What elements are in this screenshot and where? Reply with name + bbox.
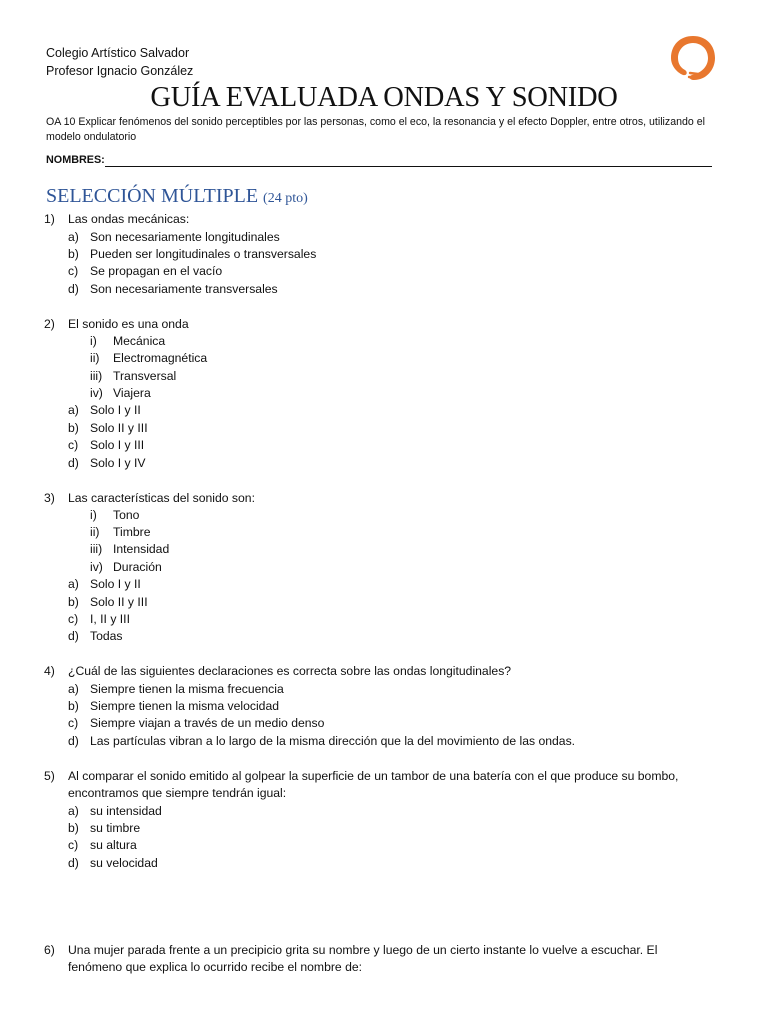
option-letter: d): [68, 856, 79, 870]
spiral-hand-logo-icon: [668, 33, 718, 83]
option-letter: d): [68, 282, 79, 296]
statement-text: Viajera: [113, 386, 151, 400]
option-text[interactable]: Solo I y II: [90, 577, 141, 591]
question-text: Las características del sonido son:: [68, 491, 255, 505]
statement-numeral: iii): [90, 369, 103, 383]
statement-text: Timbre: [113, 525, 151, 539]
option-text[interactable]: Son necesariamente transversales: [90, 282, 278, 296]
question-number: 6): [44, 943, 55, 957]
option-text[interactable]: Solo I y IV: [90, 456, 146, 470]
question-text: Una mujer parada frente a un precipicio grita su nombre y luego de un cierto instante lo vuelve a escuchar. El fenómeno que explica lo ocurrido recibe el nombre de:: [68, 943, 658, 975]
option-text[interactable]: Siempre tienen la misma velocidad: [90, 699, 279, 713]
option-text[interactable]: I, II y III: [90, 612, 130, 626]
statement-text: Mecánica: [113, 334, 166, 348]
option-text[interactable]: Solo II y III: [90, 421, 148, 435]
option-letter: d): [68, 456, 79, 470]
option-letter: c): [68, 716, 79, 730]
option-text[interactable]: Siempre viajan a través de un medio denso: [90, 716, 325, 730]
option-letter: d): [68, 629, 79, 643]
statement-numeral: iv): [90, 560, 103, 574]
statement-numeral: iii): [90, 542, 103, 556]
question-number: 5): [44, 769, 55, 783]
option-letter: c): [68, 264, 79, 278]
option-text[interactable]: Se propagan en el vacío: [90, 264, 223, 278]
section-points: (24 pto): [263, 191, 308, 206]
section-title-text: SELECCIÓN MÚLTIPLE: [46, 185, 259, 207]
option-letter: a): [68, 577, 79, 591]
statement-numeral: ii): [90, 351, 100, 365]
question-number: 3): [44, 491, 55, 505]
option-letter: b): [68, 821, 79, 835]
option-letter: b): [68, 247, 79, 261]
page-title: GUÍA EVALUADA ONDAS Y SONIDO: [150, 82, 618, 113]
statement-text: Intensidad: [113, 542, 170, 556]
teacher-name: Profesor Ignacio González: [46, 64, 194, 78]
statement-text: Electromagnética: [113, 351, 208, 365]
option-letter: a): [68, 804, 79, 818]
option-letter: c): [68, 838, 79, 852]
question-number: 2): [44, 317, 55, 331]
option-text[interactable]: Son necesariamente longitudinales: [90, 230, 280, 244]
statement-text: Tono: [113, 508, 140, 522]
statement-numeral: iv): [90, 386, 103, 400]
option-letter: b): [68, 421, 79, 435]
question-number: 1): [44, 212, 55, 226]
option-letter: d): [68, 734, 79, 748]
names-label: NOMBRES:: [46, 154, 105, 166]
option-letter: c): [68, 612, 79, 626]
option-text[interactable]: su altura: [90, 838, 137, 852]
option-text[interactable]: su intensidad: [90, 804, 162, 818]
names-field-line[interactable]: [105, 166, 712, 167]
option-letter: c): [68, 438, 79, 452]
section-title: [46, 183, 308, 212]
option-letter: a): [68, 682, 79, 696]
option-text[interactable]: Siempre tienen la misma frecuencia: [90, 682, 284, 696]
question-number: 4): [44, 664, 55, 678]
statement-numeral: ii): [90, 525, 100, 539]
option-text[interactable]: Todas: [90, 629, 123, 643]
statement-numeral: i): [90, 508, 97, 522]
statement-text: Duración: [113, 560, 162, 574]
learning-objective: OA 10 Explicar fenómenos del sonido perceptibles por las personas, como el eco, la resonancia y el efecto Doppler, entre otros, utilizando el modelo ondulatorio: [46, 116, 705, 143]
option-text[interactable]: Solo I y III: [90, 438, 145, 452]
school-name: Colegio Artístico Salvador: [46, 46, 190, 60]
option-letter: b): [68, 595, 79, 609]
question-text: Al comparar el sonido emitido al golpear la superficie de un tambor de una batería con el que produce su bombo, encontramos que siempre tendrán igual:: [68, 769, 679, 801]
option-text[interactable]: su timbre: [90, 821, 141, 835]
question-text: ¿Cuál de las siguientes declaraciones es correcta sobre las ondas longitudinales?: [68, 664, 512, 678]
option-letter: a): [68, 230, 79, 244]
option-letter: b): [68, 699, 79, 713]
option-text[interactable]: su velocidad: [90, 856, 158, 870]
statement-text: Transversal: [113, 369, 177, 383]
option-letter: a): [68, 403, 79, 417]
question-text: El sonido es una onda: [68, 317, 189, 331]
option-text[interactable]: Solo II y III: [90, 595, 148, 609]
option-text[interactable]: Solo I y II: [90, 403, 141, 417]
option-text[interactable]: Pueden ser longitudinales o transversales: [90, 247, 317, 261]
statement-numeral: i): [90, 334, 97, 348]
option-text[interactable]: Las partículas vibran a lo largo de la misma dirección que la del movimiento de las ondas.: [90, 734, 576, 748]
question-text: Las ondas mecánicas:: [68, 212, 190, 226]
